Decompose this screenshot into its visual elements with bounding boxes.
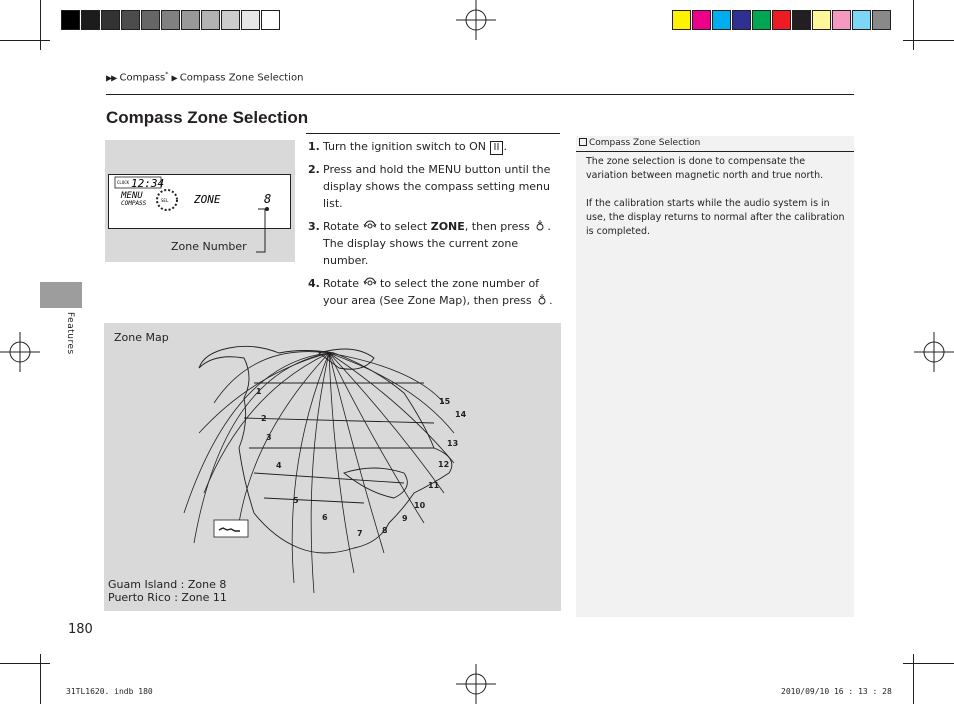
step-text: Rotate [323, 220, 363, 233]
color-swatch [792, 10, 811, 30]
zone-label-5: 5 [293, 496, 299, 505]
rotate-knob-icon [363, 219, 377, 231]
color-swatch [221, 10, 240, 30]
zone-boundary-lines [184, 352, 454, 593]
color-swatch [261, 10, 280, 30]
press-knob-icon [535, 293, 549, 305]
color-swatch [241, 10, 260, 30]
zone-label-10: 10 [414, 501, 426, 510]
header-rule [106, 94, 854, 95]
puerto-rico-note: Puerto Rico : Zone 11 [108, 591, 227, 604]
zone-label-14: 14 [455, 410, 467, 419]
press-knob-icon [533, 219, 547, 231]
guam-note: Guam Island : Zone 8 [108, 578, 227, 591]
breadcrumb-arrows-icon: ▶▶ [106, 73, 117, 83]
color-swatch [852, 10, 871, 30]
zone-map-title: Zone Map [114, 331, 169, 344]
compass-label: COMPASS [121, 200, 147, 207]
color-swatch [181, 10, 200, 30]
step-text: Press and hold the MENU button until the display shows the compass setting menu list. [323, 163, 551, 210]
menu-label: MENU [121, 191, 143, 201]
steps-list [308, 138, 558, 315]
zone-label-11: 11 [428, 481, 440, 490]
zone-number-callout: Zone Number [171, 240, 247, 253]
breadcrumb-item-compass[interactable]: Compass [119, 72, 166, 84]
sel-label: SEL [161, 198, 169, 203]
step-text: to select the zone number of your area (See Zone Map), then press [323, 277, 540, 307]
step-1 [308, 138, 558, 155]
note-body [586, 155, 848, 253]
color-swatch [772, 10, 791, 30]
color-swatch [141, 10, 160, 30]
step-2 [308, 161, 558, 212]
clock-label: CLOCK [117, 180, 130, 185]
color-swatch [872, 10, 891, 30]
note-paragraph: The zone selection is done to compensate the variation between magnetic north and true north. [586, 156, 824, 181]
note-heading-text: Compass Zone Selection [589, 138, 701, 148]
color-swatch [121, 10, 140, 30]
color-swatch [832, 10, 851, 30]
registration-mark-bottom [456, 664, 496, 704]
color-swatch [201, 10, 220, 30]
color-swatch [672, 10, 691, 30]
zone-label-1: 1 [256, 387, 262, 396]
color-swatch [101, 10, 120, 30]
footer-timestamp: 2010/09/10 16 : 13 : 28 [781, 687, 892, 696]
registration-mark-top [456, 0, 496, 40]
zone-label-4: 4 [276, 461, 282, 470]
zone-number-value: 8 [264, 192, 272, 206]
zone-label-3: 3 [266, 433, 272, 442]
step-number: 3. [308, 220, 320, 233]
section-tab [40, 282, 82, 308]
color-swatch [752, 10, 771, 30]
reference-icon [579, 138, 587, 146]
color-swatch [161, 10, 180, 30]
zone-label: ZONE [194, 193, 221, 206]
note-sidebar [576, 136, 854, 617]
step-text: Rotate [323, 277, 363, 290]
registration-mark-left [0, 332, 40, 372]
step-text: . The display shows the current zone number. [323, 220, 551, 267]
zone-map-graphic [104, 323, 561, 611]
step-4 [308, 275, 558, 309]
step-text: to select [376, 220, 431, 233]
zone-label-15: 15 [439, 397, 451, 406]
color-swatch [712, 10, 731, 30]
breadcrumb [106, 71, 303, 83]
callout-line [255, 207, 271, 257]
step-number: 1. [308, 140, 320, 153]
step-text: , then press [464, 220, 534, 233]
breadcrumb-arrow-icon: ▶ [171, 73, 177, 83]
section-tab-label: Features [65, 312, 75, 355]
zone-keyword: ZONE [430, 220, 465, 233]
zone-label-12: 12 [438, 460, 450, 469]
rotate-knob-icon [363, 276, 377, 288]
color-swatch [732, 10, 751, 30]
color-swatch [812, 10, 831, 30]
color-swatch [81, 10, 100, 30]
footer-file-info: 31TL1620. indb 180 [66, 687, 153, 696]
zone-label-6: 6 [322, 513, 328, 522]
note-paragraph: If the calibration starts while the audio system is in use, the display returns to normal after the calibration is completed. [586, 198, 845, 237]
step-text: . [503, 140, 507, 153]
registration-mark-right [914, 332, 954, 372]
zone-map-notes [108, 578, 227, 604]
step-3 [308, 218, 558, 269]
title-rule [306, 133, 560, 134]
clock-time: 12:34 [131, 177, 165, 190]
step-text: . [549, 294, 553, 307]
note-heading [576, 136, 854, 152]
color-swatch [61, 10, 80, 30]
zone-label-7: 7 [357, 529, 363, 538]
ignition-position-box: II [490, 141, 504, 155]
zone-label-13: 13 [447, 439, 459, 448]
step-text: Turn the ignition switch to ON [323, 140, 490, 153]
zone-label-2: 2 [261, 414, 267, 423]
zone-label-8: 8 [382, 526, 388, 535]
color-swatch [692, 10, 711, 30]
page-title: Compass Zone Selection [106, 108, 309, 127]
asterisk-mark: * [165, 71, 169, 78]
breadcrumb-item-current: Compass Zone Selection [179, 72, 304, 84]
step-number: 4. [308, 277, 320, 290]
step-number: 2. [308, 163, 320, 176]
page-number: 180 [68, 622, 93, 637]
zone-label-9: 9 [402, 514, 408, 523]
